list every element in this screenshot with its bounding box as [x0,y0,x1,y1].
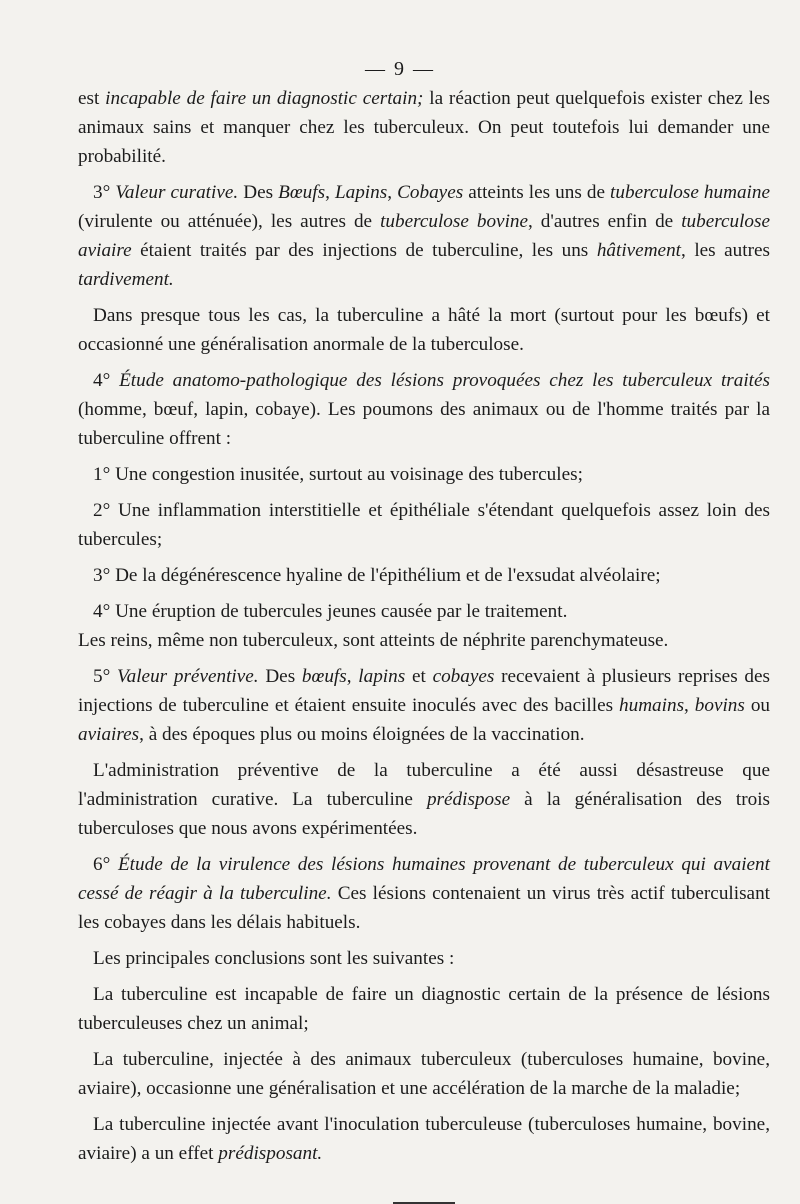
conclusion-item: La tuberculine, injectée à des animaux tuberculeux (tuberculoses humaine, bovine, aviaire), occasionne une généralisation et une accélération de la marche de la maladie; [78,1049,770,1099]
paragraph-virulence: 6° Étude de la virulence des lésions humaines provenant de tuberculeux qui avaient cessé de réagir à la tuberculine. Ces lésions contenaient un virus très actif tuberculisant les cobayes dans les délais habituels. [78,854,770,933]
paragraph-curative-value: 3° Valeur curative. Des Bœufs, Lapins, Cobayes atteints les uns de tuberculose humaine (virulente ou atténuée), les autres de tuberculose bovine, d'autres enfin de tuberculose aviaire étaient traités par des injections de tuberculine, les uns hâtivement, les autres tardivement. [78,182,771,290]
conclusion-item: La tuberculine est incapable de faire un diagnostic certain de la présence de lésions tuberculeuses chez un animal; [78,984,770,1034]
page-number: — 9 — [365,58,435,80]
list-item: 3° De la dégénérescence hyaline de l'épithélium et de l'exsudat alvéolaire; [93,565,661,586]
paragraph-conclusions-intro: Les principales conclusions sont les suivantes : [93,948,455,969]
list-item: 4° Une éruption de tubercules jeunes causée par le traitement. Les reins, même non tuberculeux, sont atteints de néphrite parenchymateuse. [78,601,669,651]
list-item: 2° Une inflammation interstitielle et épithéliale s'étendant quelquefois assez loin des tubercules; [78,500,770,550]
list-item: 1° Une congestion inusitée, surtout au voisinage des tubercules; [93,464,583,485]
body-text [78,84,770,1204]
paragraph: L'administration préventive de la tuberculine a été aussi désastreuse que l'administration curative. La tuberculine prédispose à la généralisation des trois tuberculoses que nous avons expérimentées. [78,760,770,839]
paragraph: est incapable de faire un diagnostic certain; la réaction peut quelquefois exister chez les animaux sains et manquer chez les tuberculeux. On peut toutefois lui demander une probabilité. [78,88,770,167]
paragraph: Dans presque tous les cas, la tuberculine a hâté la mort (surtout pour les bœufs) et occasionné une généralisation anormale de la tuberculose. [78,305,770,355]
conclusion-item: La tuberculine injectée avant l'inoculation tuberculeuse (tuberculoses humaine, bovine, aviaire) a un effet prédisposant. [78,1114,770,1164]
paragraph-preventive-value: 5° Valeur préventive. Des bœufs, lapins et cobayes recevaient à plusieurs reprises des injections de tuberculine et étaient ensuite inoculés avec des bacilles humains, bovins ou aviaires, à des époques plus ou moins éloignées de la vaccination. [78,666,770,745]
paragraph-pathology: 4° Étude anatomo-pathologique des lésions provoquées chez les tuberculeux traités (homme, bœuf, lapin, cobaye). Les poumons des animaux ou de l'homme traités par la tuberculine offrent : [78,370,770,449]
